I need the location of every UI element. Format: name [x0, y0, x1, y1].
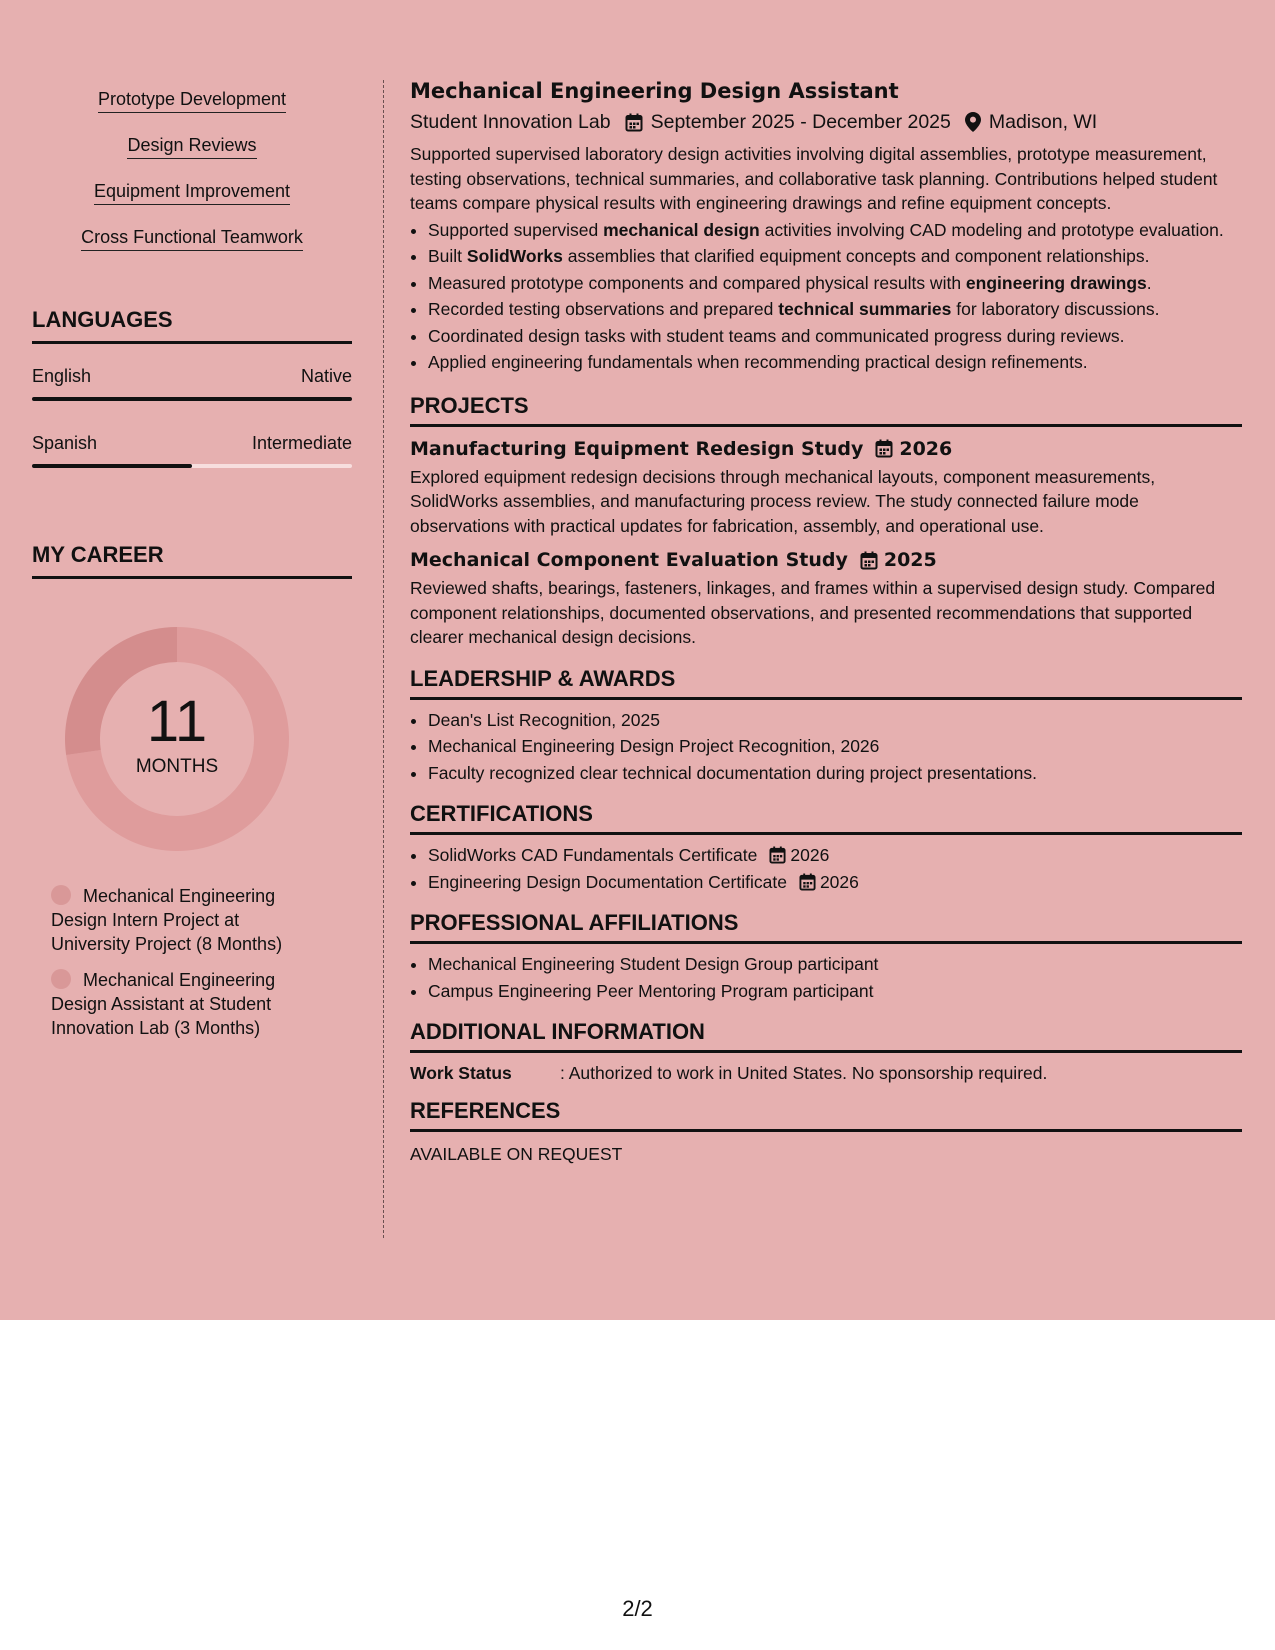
- job-bullet: [428, 244, 1242, 269]
- work-status-row: [410, 1063, 1242, 1084]
- leadership-item: • Dean's List Recognition, 2025: [428, 708, 1242, 733]
- project-title: Mechanical Component Evaluation Study: [410, 549, 848, 571]
- column-divider: [383, 80, 384, 1238]
- legend-dot-icon: [51, 885, 71, 905]
- project-title-row: [410, 437, 1242, 461]
- project-description: Explored equipment redesign decisions through mechanical layouts, component measurements, SolidWorks assemblies, and manufacturing process review. The study connected failure mode observations with practical updates for fabrication, assembly, and operational use.: [410, 466, 1156, 536]
- skill-item: Prototype Development: [98, 89, 286, 113]
- certification-year: 2026: [790, 845, 830, 865]
- work-status-label: Work Status: [410, 1063, 512, 1083]
- job-bullet: [428, 218, 1242, 243]
- job-company: Student Innovation Lab: [410, 111, 611, 133]
- bullet-text: assemblies that clarified equipment concepts and component relationships.: [562, 246, 1150, 266]
- calendar-icon: [875, 439, 893, 458]
- career-legend: [51, 884, 301, 1040]
- job-dates: September 2025 - December 2025: [650, 111, 951, 133]
- bullet-text: Supported supervised: [428, 219, 604, 240]
- career-donut: [62, 624, 292, 854]
- additional-info-heading: ADDITIONAL INFORMATION: [410, 1019, 1242, 1053]
- bullet-keyword: technical summaries: [778, 299, 952, 319]
- certification-name: • Engineering Design Documentation Certificate: [428, 871, 787, 892]
- bullet-text: Built: [428, 246, 467, 266]
- skill-item: Cross Functional Teamwork: [81, 227, 303, 251]
- certifications-list: [410, 843, 1242, 894]
- skill-item: Design Reviews: [127, 135, 256, 159]
- career-legend-item: [51, 968, 301, 1040]
- language-row: [32, 433, 352, 454]
- job-summary: Supported supervised laboratory design activities involving digital assemblies, prototype measurement, testing observations, technical summaries, and collaborative task planning. Contributions helped student teams compare physical results with engineering drawings and refine equipment concepts.: [410, 144, 1218, 213]
- career-unit-label: MONTHS: [135, 756, 219, 777]
- leadership-heading: LEADERSHIP & AWARDS: [410, 666, 1242, 700]
- leadership-list: [410, 708, 1242, 786]
- job-meta: [410, 110, 1242, 134]
- language-bar-fill: [32, 464, 192, 468]
- language-bar: [32, 464, 352, 468]
- bullet-text: activities involving CAD modeling and prototype evaluation.: [759, 219, 1224, 240]
- location-pin-icon: [965, 112, 981, 132]
- project-year: 2026: [899, 437, 953, 460]
- legend-dot-icon: [51, 969, 71, 989]
- language-level: Intermediate: [251, 433, 352, 453]
- career-heading: MY CAREER: [32, 542, 352, 579]
- job-location: Madison, WI: [988, 111, 1098, 133]
- certification-year: 2026: [819, 871, 859, 892]
- certifications-heading: CERTIFICATIONS: [410, 801, 1242, 835]
- affiliations-heading: PROFESSIONAL AFFILIATIONS: [410, 910, 1242, 944]
- sidebar: [32, 80, 352, 1052]
- job-bullet: [428, 350, 1242, 375]
- references-heading: REFERENCES: [410, 1098, 1242, 1132]
- project-description: Reviewed shafts, bearings, fasteners, linkages, and frames within a supervised design study. Compared component relationships, documented observations, and presented recommendations that supported clearer mechanical design decisions.: [410, 578, 1216, 647]
- language-row: [32, 366, 352, 387]
- language-name: English: [32, 366, 92, 386]
- calendar-icon: [625, 113, 643, 132]
- bullet-text: Coordinated design tasks with student teams and communicated progress during reviews.: [428, 325, 1125, 346]
- calendar-icon: [860, 551, 878, 570]
- job-bullet: [428, 271, 1242, 296]
- skill-item: Equipment Improvement: [94, 181, 290, 205]
- work-status-value: : Authorized to work in United States. No sponsorship required.: [560, 1063, 1048, 1083]
- career-total-months: 11: [146, 689, 208, 754]
- career-legend-label: Mechanical Engineering Design Assistant at Student Innovation Lab (3 Months): [51, 970, 276, 1038]
- project-title: Manufacturing Equipment Redesign Study: [410, 437, 864, 460]
- references-text: AVAILABLE ON REQUEST: [410, 1144, 623, 1164]
- career-legend-item: [51, 884, 301, 956]
- career-legend-label: Mechanical Engineering Design Intern Project at University Project (8 Months): [51, 886, 283, 954]
- language-bar: [32, 397, 352, 401]
- certification-item: [428, 843, 1242, 868]
- language-level: Native: [300, 366, 352, 386]
- certification-name: • SolidWorks CAD Fundamentals Certificate: [428, 845, 758, 865]
- project-title-row: [410, 548, 1242, 572]
- bullet-keyword: engineering drawings: [965, 272, 1147, 293]
- affiliation-item: • Mechanical Engineering Student Design Group participant: [428, 952, 1242, 977]
- page-number: 2/2: [622, 1596, 653, 1621]
- skills-list: [32, 89, 352, 251]
- bullet-keyword: mechanical design: [603, 219, 760, 240]
- job-bullet: [428, 324, 1242, 349]
- job-bullet: [428, 297, 1242, 322]
- bullet-text: Recorded testing observations and prepared: [428, 299, 779, 319]
- project-year: 2025: [883, 549, 937, 571]
- bullet-text: for laboratory discussions.: [951, 299, 1160, 319]
- certification-item: [428, 870, 1242, 895]
- calendar-icon: [769, 846, 786, 864]
- bullet-text: .: [1146, 272, 1152, 293]
- job-title: Mechanical Engineering Design Assistant: [410, 79, 899, 103]
- bullet-text: Applied engineering fundamentals when recommending practical design refinements.: [428, 352, 1088, 372]
- bullet-text: Measured prototype components and compared physical results with: [428, 272, 966, 293]
- calendar-icon: [799, 873, 816, 891]
- affiliations-list: [410, 952, 1242, 1003]
- projects-heading: PROJECTS: [410, 393, 1242, 427]
- leadership-item: • Mechanical Engineering Design Project Recognition, 2026: [428, 734, 1242, 759]
- language-name: Spanish: [32, 433, 98, 453]
- leadership-item: • Faculty recognized clear technical documentation during project presentations.: [428, 761, 1242, 786]
- languages-heading: LANGUAGES: [32, 307, 352, 344]
- bullet-keyword: SolidWorks: [466, 246, 563, 266]
- main-content: [410, 78, 1242, 1165]
- language-bar-fill: [32, 397, 352, 401]
- job-bullets: [410, 218, 1242, 375]
- affiliation-item: • Campus Engineering Peer Mentoring Program participant: [428, 979, 1242, 1004]
